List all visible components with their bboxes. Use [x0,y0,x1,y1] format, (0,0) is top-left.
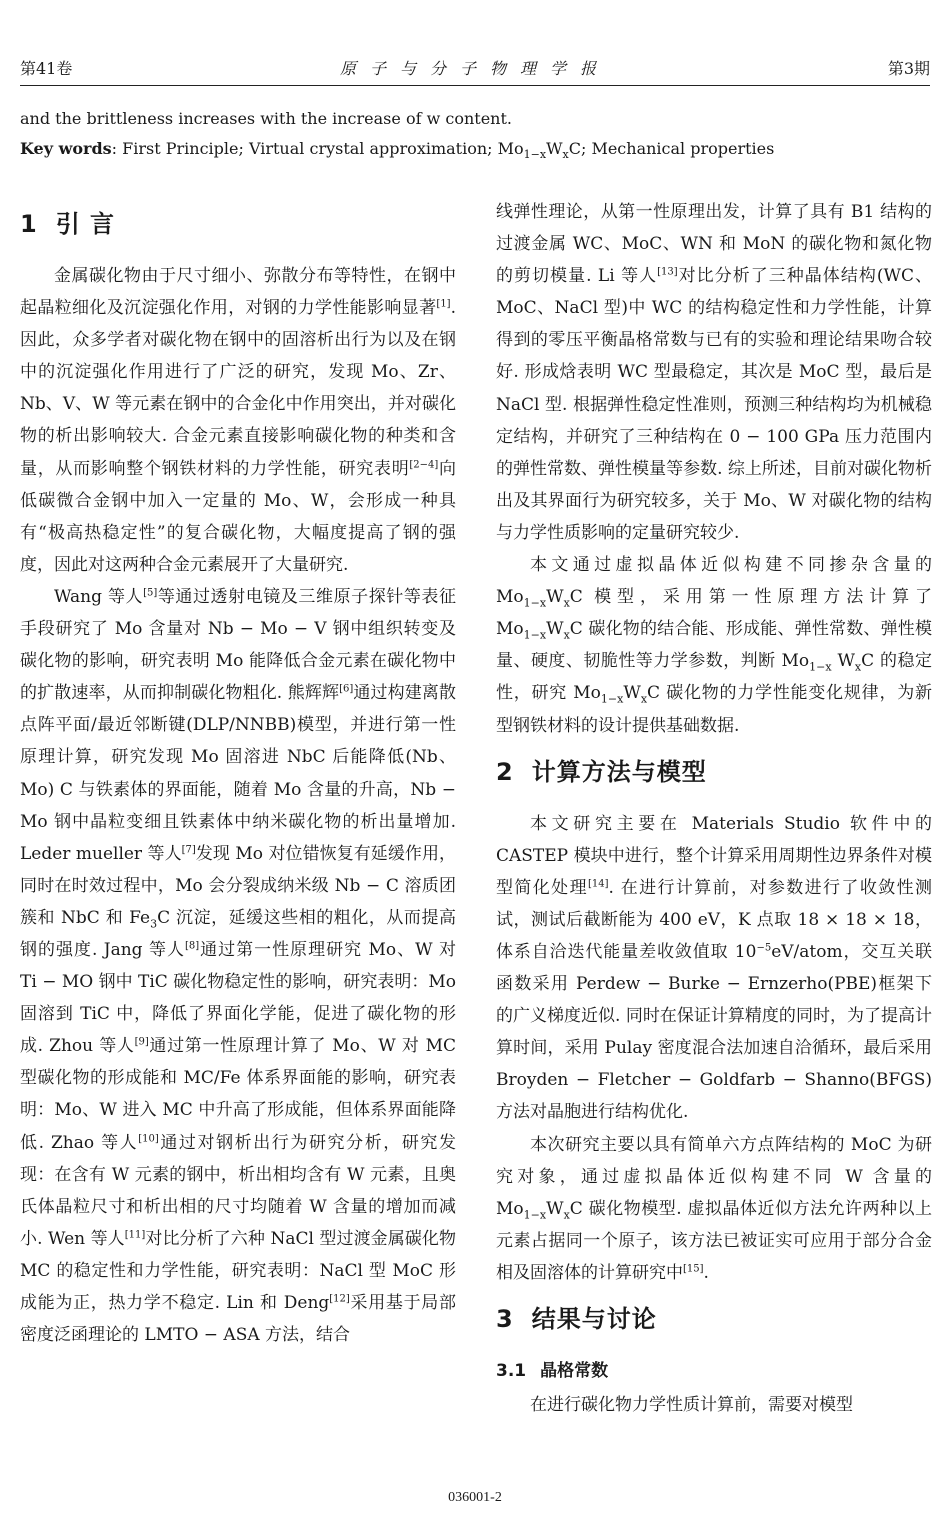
abstract-last-sentence: and the brittleness increases with the increase of w content. [20,109,512,128]
paragraph: 本文研究主要在 Materials Studio 软件中的 CASTEP 模块中进行，整个计算采用周期性边界条件对模型简化处理[14]. 在进行计算前，对参数进行了收敛性测试，测试后截断能为 400 eV，K 点取 18 × 18 × 18，体系自洽迭代能量差收敛值取 10$^{-5}$eV/atom，交互关联函数采用 Perdew − Burke − Ernzerho(PBE)框架下的广义梯度近似. 同时在保证计算精度的同时，为了提高计算时间，采用 Pulay 密度混合法加速自洽循环，最后采用 Broyden − Fletcher − Goldfarb − Shanno(BFGS)方法对晶胞进行结构优化. [496,813,932,1123]
page-footer: 036001-2 [448,1490,502,1505]
section-heading-introduction: 1 引 言 [20,210,116,238]
paragraph: 在进行碳化物力学性质计算前，需要对模型 [530,1395,853,1415]
paragraph: 本文通过虚拟晶体近似构建不同掺杂含量的 $Mo_{1-x}W_xC$ 模型，采用第一性原理方法计算了 $Mo_{1-x}W_xC$ 碳化物的结合能、形成能、弹性常数、弹性模量、硬度、韧脆性等力学参数，判断 $Mo_{1-x}$ $W_xC$ 的稳定性，研究 $Mo_{1-x}W_xC$ 碳化物的力学性能变化规律，为新型钢铁材料的设计提供基础数据. [496,555,932,736]
citation: [10] [138,1132,159,1144]
citation: [6] [339,683,354,695]
keywords-line: Key words: First Principle; Virtual crystal approximation; $Mo_{1-x}W_xC$; Mechanical properties [20,139,775,162]
journal-title: 原子与分子物理学报 [339,59,610,78]
section-heading-method: 2 计算方法与模型 [496,757,707,786]
citation: [14] [587,878,609,890]
paragraph: 金属碳化物由于尺寸细小、弥散分布等特性，在钢中起晶粒细化及沉淀强化作用，对钢的力学性能影响显著[1]. 因此，众多学者对碳化物在钢中的固溶析出行为以及在钢中的沉淀强化作用进行了广泛的研究，发现 Mo、Zr、Nb、V、W 等元素在钢中的合金化中作用突出，并对碳化物的析出影响较大. 合金元素直接影响碳化物的种类和含量，从而影响整个钢铁材料的力学性能，研究表明[2−4]向低碳微合金钢中加入一定量的 Mo、W，会形成一种具有“极高热稳定性”的复合碳化物，大幅度提高了钢的强度，因此对这两种合金元素展开了大量研究. [20,266,457,575]
citation: [5] [143,587,158,599]
citation: [9] [134,1036,149,1048]
citation: [13] [657,266,678,278]
right-column [496,196,932,1421]
abstract-tail [20,104,930,164]
header-rule [20,85,930,86]
keywords-label: Key words [20,139,112,158]
subsection-heading-lattice: 3.1 晶格常数 [496,1361,609,1381]
citation: [8] [184,940,200,952]
volume-label: 第41卷 [20,59,73,78]
issue-label: 第3期 [887,59,930,78]
paragraph: 本次研究主要以具有简单六方点阵结构的 MoC 为研究对象，通过虚拟晶体近似构建不同 W 含量的 $Mo_{1-x}W_xC$ 碳化物模型. 虚拟晶体近似方法允许两种以上元素占据同一个原子，该方法已被证实可应用于部分合金相及固溶体的计算研究中[15]. [496,1134,932,1283]
section-heading-results: 3 结果与讨论 [496,1305,657,1333]
citation: [7] [181,844,196,856]
paragraph: Wang 等人[5]等通过透射电镜及三维原子探针等表征手段研究了 Mo 含量对 Nb − Mo − V 钢中组织转变及碳化物的影响，研究表明 Mo 能降低合金元素在碳化物中的扩散速率，从而抑制碳化物粗化. 熊辉辉[6]通过构建离散点阵平面/最近邻断键(DLP/NNBB)模型，并进行第一性原理计算，研究发现 Mo 固溶进 NbC 后能降低(Nb、Mo) C 与铁素体的界面能，随着 Mo 含量的升高，Nb − Mo 钢中晶粒变细且铁素体中纳米碳化物的析出量增加. Leder mueller 等人[7]发现 Mo 对位错恢复有延缓作用，同时在时效过程中，Mo 会分裂成纳米级 Nb − C 溶质团簇和 NbC 和 $Fe_3C$ 沉淀，延缓这些相的粗化，从而提高钢的强度. Jang 等人[8]通过第一性原理研究 Mo、W 对 Ti − MO 钢中 TiC 碳化物稳定性的影响，研究表明：Mo 固溶到 TiC 中，降低了界面化学能，促进了碳化物的形成. Zhou 等人[9]通过第一性原理计算了 Mo、W 对 MC 型碳化物的形成能和 MC/Fe 体系界面能的影响，研究表明：Mo、W 进入 MC 中升高了形成能，但体系界面能降低. Zhao 等人[10]通过对钢析出行为研究分析，研究发现：在含有 W 元素的钢中，析出相均含有 W 元素，且奥氏体晶粒尺寸和析出相的尺寸均随着 W 含量的增加而减小. Wen 等人[11]对比分析了六种 NaCl 型过渡金属碳化物 MC 的稳定性和力学性能，研究表明：NaCl 型 MoC 形成能为正，热力学不稳定. Lin 和 Deng[12]采用基于局部密度泛函理论的 LMTO − ASA 方法，结合 [20,586,457,1346]
citation: [1] [436,298,451,310]
paragraph: 线弹性理论，从第一性原理出发，计算了具有 B1 结构的过渡金属 WC、MoC、WN 和 MoN 的碳化物和氮化物的剪切模量. Li 等人[13]对比分析了三种晶体结构(WC、MoC、NaCl 型)中 WC 的结构稳定性和力学性能，计算得到的零压平衡晶格常数与已有的实验和理论结果吻合较好. 形成焓表明 WC 型最稳定，其次是 MoC 型，最后是 NaCl 型. 根据弹性稳定性准则，预测三种结构均为机械稳定结构，并研究了三种结构在 0 − 100 GPa 压力范围内的弹性常数、弹性模量等参数. 综上所述，目前对碳化物析出及其界面行为研究较多，关于 Mo、W 对碳化物的结构与力学性质影响的定量研究较少. [496,202,932,543]
citation: [11] [124,1229,146,1241]
running-header [20,54,930,84]
citation: [15] [683,1263,704,1275]
citation: [12] [329,1293,350,1305]
left-column [20,196,456,1351]
citation: [2−4] [409,458,439,470]
